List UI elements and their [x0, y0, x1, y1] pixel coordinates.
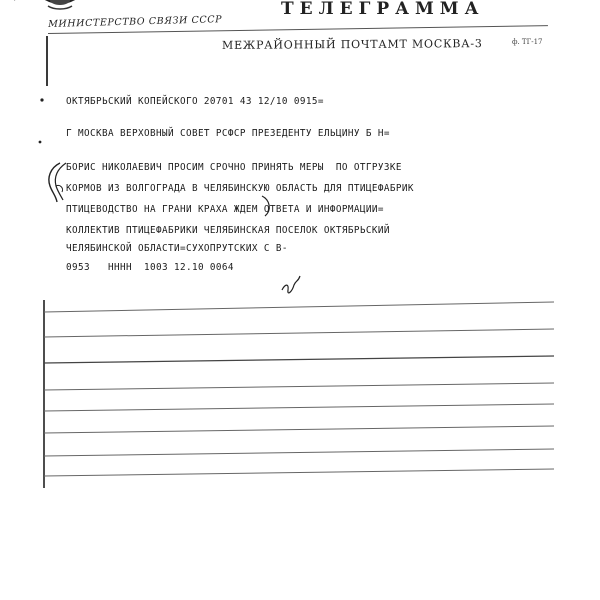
- telegram-line: ЧЕЛЯБИНСКОЙ ОБЛАСТИ=СУХОПРУТСКИХ С В-: [66, 243, 288, 254]
- telegram-line: КОЛЛЕКТИВ ПТИЦЕФАБРИКИ ЧЕЛЯБИНСКАЯ ПОСЕЛОК ОКТЯБРЬСКИЙ: [66, 225, 390, 236]
- handwritten-mark-icon: [262, 196, 269, 216]
- document-title: ТЕЛЕГРАММА: [281, 0, 485, 19]
- telegram-line: БОРИС НИКОЛАЕВИЧ ПРОСИМ СРОЧНО ПРИНЯТЬ МЕРЫ ПО ОТГРУЗКЕ: [66, 162, 402, 173]
- form-code: ф. ТГ-17: [512, 38, 543, 46]
- signature-icon: [282, 276, 300, 293]
- telegram-line: ОКТЯБРЬСКИЙ КОПЕЙСКОГО 20701 43 12/10 0915=: [66, 96, 324, 107]
- handwritten-bracket-icon: [49, 163, 66, 202]
- telegram-line: Г МОСКВА ВЕРХОВНЫЙ СОВЕТ РСФСР ПРЕЗЕДЕНТУ ЕЛЬЦИНУ Б Н=: [66, 128, 390, 139]
- telegram-line: КОРМОВ ИЗ ВОЛГОГРАДА В ЧЕЛЯБИНСКУЮ ОБЛАСТЬ ДЛЯ ПТИЦЕФАБРИК: [66, 183, 414, 194]
- ministry-label: МИНИСТЕРСТВО СВЯЗИ СССР: [48, 14, 223, 30]
- post-office-label: МЕЖРАЙОННЫЙ ПОЧТАМТ МОСКВА-3: [221, 37, 483, 52]
- telegram-line: 0953 НННН 1003 12.10 0064: [66, 262, 234, 273]
- telegram-line: ПТИЦЕВОДСТВО НА ГРАНИ КРАХА ЖДЕМ ОТВЕТА И ИНФОРМАЦИИ=: [66, 204, 384, 215]
